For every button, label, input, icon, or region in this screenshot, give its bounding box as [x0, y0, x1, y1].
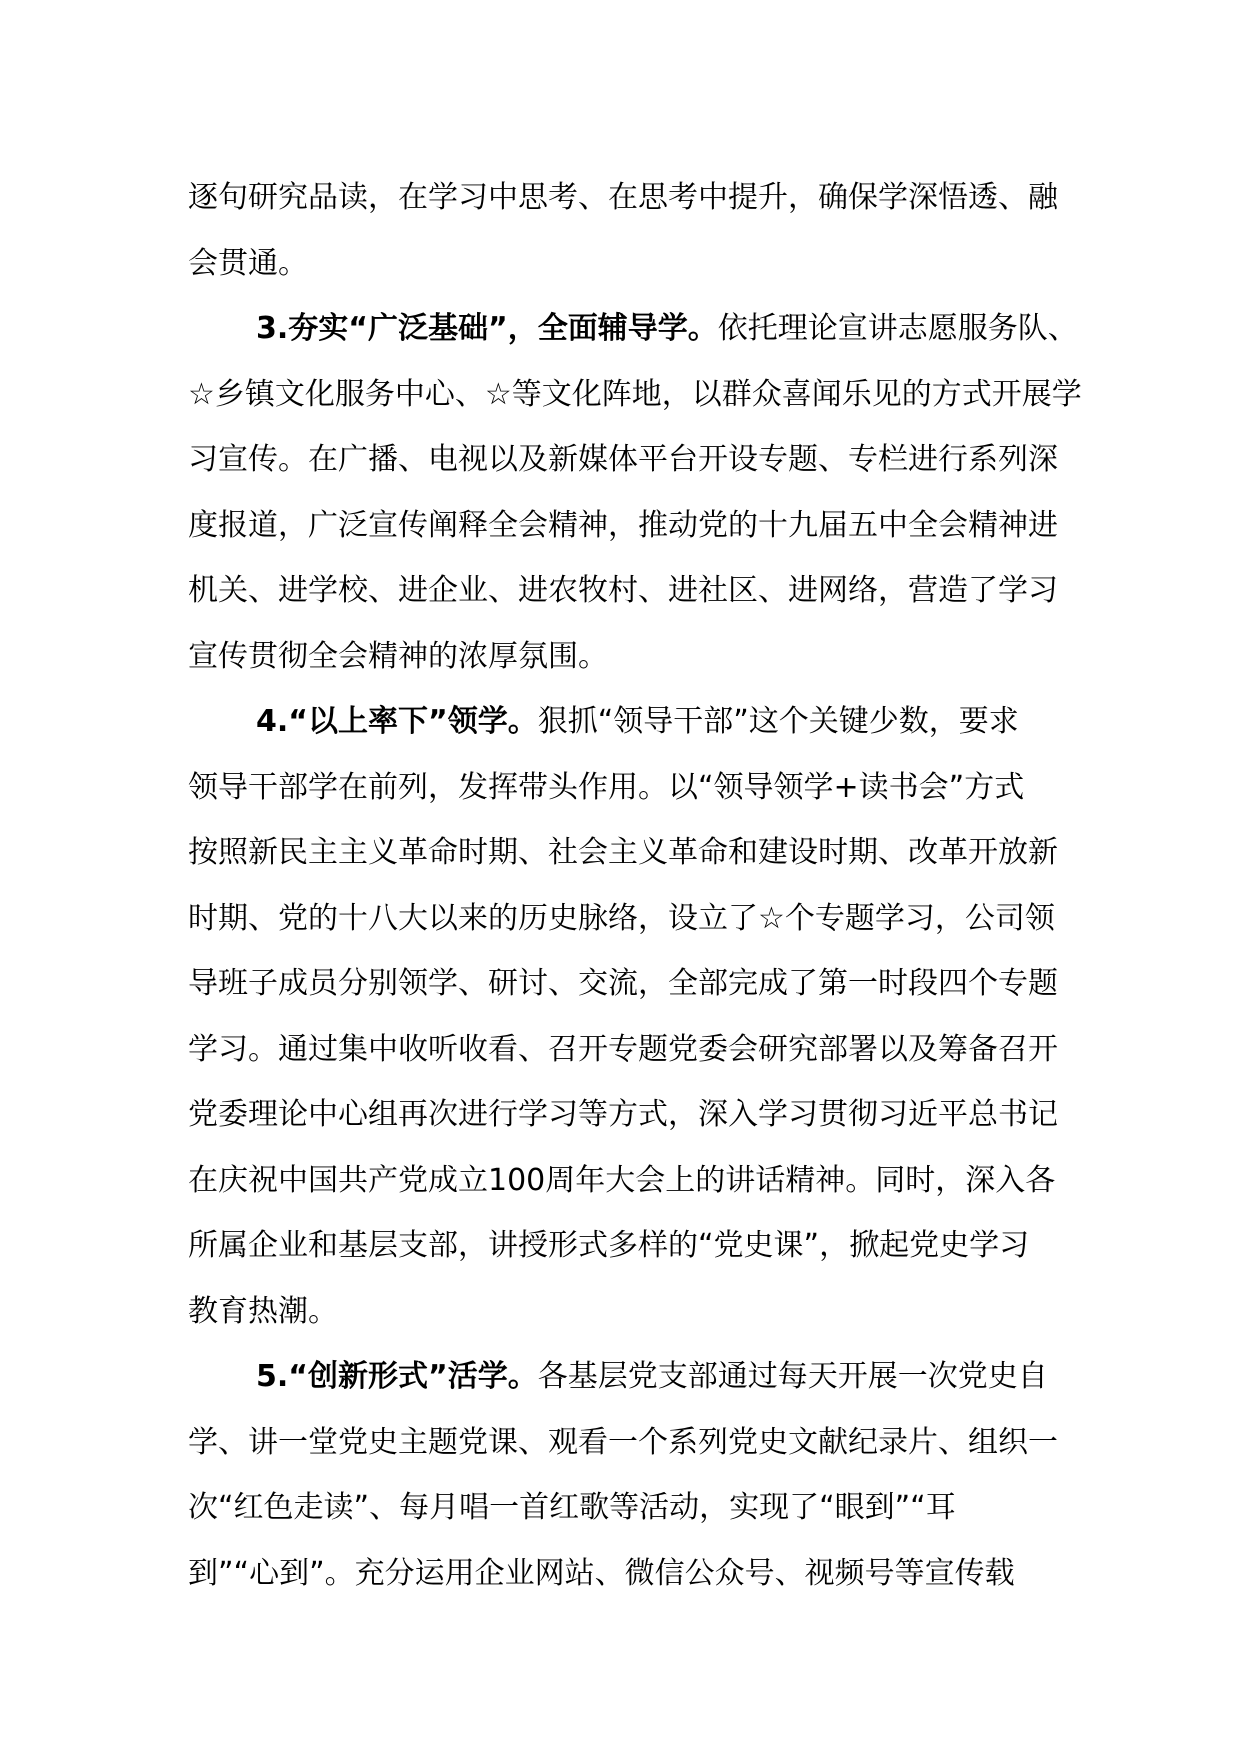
text-line: 宣传贯彻全会精神的浓厚氛围。: [188, 638, 608, 674]
paragraph-continuation: [188, 165, 1068, 296]
text-line: 习宣传。在广播、电视以及新媒体平台开设专题、专栏进行系列深: [188, 442, 1058, 477]
text-line: 度报道，广泛宣传阐释全会精神，推动党的十九届五中全会精神进: [188, 507, 1058, 543]
text-run: 依托理论宣讲志愿服务队、: [717, 311, 1078, 346]
paragraph-first-line: [188, 296, 1078, 362]
text-line: 学习。通过集中收听收看、召开专题党委会研究部署以及筹备召开: [188, 1031, 1058, 1067]
text-line: 按照新民主主义革命时期、社会主义革命和建设时期、改革开放新: [188, 835, 1058, 870]
text-line: 所属企业和基层支部，讲授形式多样的“党史课”，掀起党史学习: [188, 1228, 1030, 1263]
text-line: 次“红色走读”、每月唱一首红歌等活动，实现了“眼到”“耳: [188, 1490, 956, 1525]
text-line: 领导干部学在前列，发挥带头作用。以“领导领学+读书会”方式: [188, 769, 1025, 805]
paragraph-heading: 5.“创新形式”活学。: [256, 1359, 538, 1394]
text-line: 学、讲一堂党史主题党课、观看一个系列党史文献纪录片、组织一: [188, 1424, 1058, 1460]
text-line: 时期、党的十八大以来的历史脉络，设立了☆个专题学习，公司领: [188, 900, 1055, 936]
text-line: 会贯通。: [188, 245, 308, 281]
text-run: 狠抓“领导干部”这个关键少数，要求: [537, 704, 1019, 739]
text-line: 逐句研究品读，在学习中思考、在思考中提升，确保学深悟透、融: [188, 180, 1058, 215]
text-line: 到”“心到”。充分运用企业网站、微信公众号、视频号等宣传载: [188, 1555, 1015, 1591]
paragraph-3: [188, 296, 1082, 689]
paragraph-5: [188, 1344, 1068, 1606]
text-line: ☆乡镇文化服务中心、☆等文化阵地，以群众喜闻乐见的方式开展学: [188, 376, 1082, 412]
text-line: 在庆祝中国共产党成立100周年大会上的讲话精神。同时，深入各: [188, 1162, 1056, 1198]
paragraph-first-line: [188, 1344, 1068, 1410]
text-line: 党委理论中心组再次进行学习等方式，深入学习贯彻习近平总书记: [188, 1097, 1058, 1132]
paragraph-heading: 4.“以上率下”领学。: [256, 704, 538, 739]
paragraph-first-line: [188, 689, 1068, 755]
text-line: 教育热潮。: [188, 1293, 338, 1329]
text-line: 导班子成员分别领学、研讨、交流，全部完成了第一时段四个专题: [188, 966, 1058, 1001]
paragraph-heading: 3.夯实“广泛基础”，全面辅导学。: [256, 311, 718, 346]
paragraph-4: [188, 689, 1068, 1344]
text-run: 各基层党支部通过每天开展一次党史自: [537, 1359, 1048, 1394]
document-body: [188, 165, 1082, 1606]
text-line: 机关、进学校、进企业、进农牧村、进社区、进网络，营造了学习: [188, 573, 1058, 608]
